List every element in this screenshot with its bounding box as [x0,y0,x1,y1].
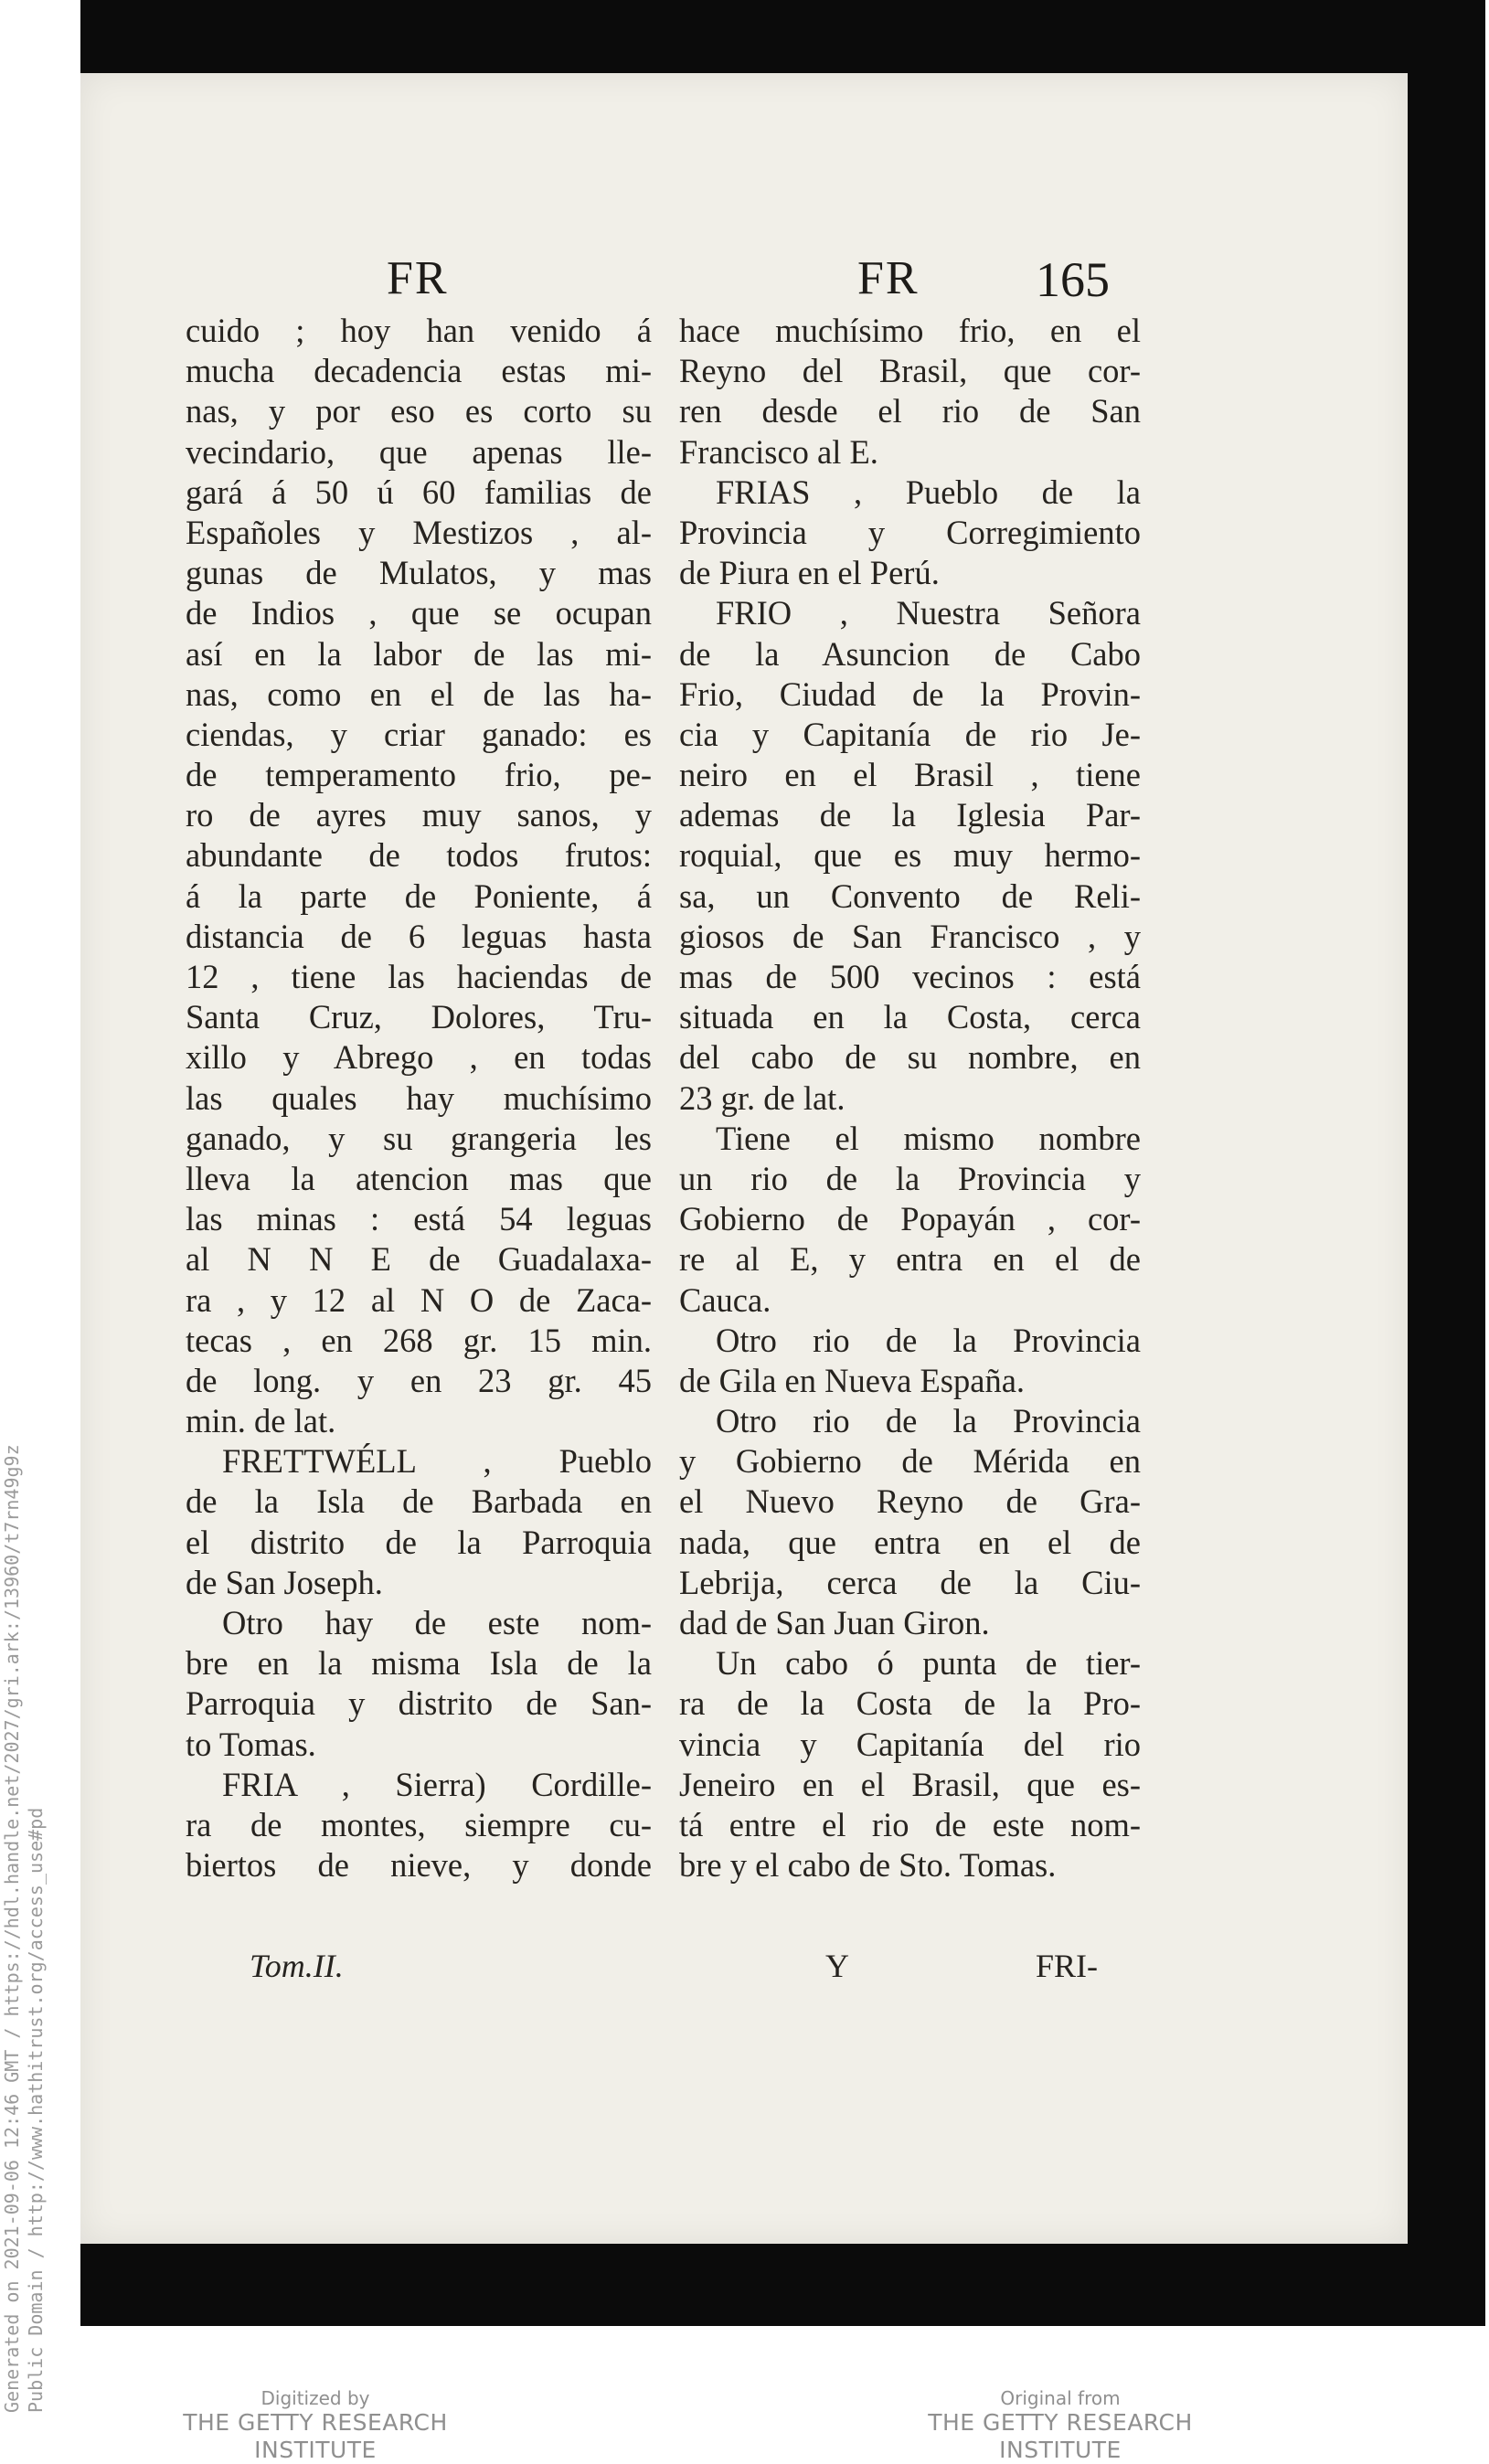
left-column-line: abundante de todos frutos: [186,836,652,875]
right-column-line: Reyno del Brasil, que cor- [679,352,1141,390]
right-column-line: re al E, y entra en el de [679,1240,1141,1279]
right-column-line: de Piura en el Perú. [679,554,940,592]
right-column-line: Frio, Ciudad de la Provin- [679,674,1141,713]
left-column-line: ra , y 12 al N O de Zaca- [186,1280,652,1319]
left-column-line: así en la labor de las mi- [186,634,652,673]
right-column-line: dad de San Juan Giron. [679,1604,990,1641]
right-column-line: Cauca. [679,1280,771,1319]
right-column-line: sa, un Convento de Reli- [679,876,1141,915]
left-column-line: de Indios , que se ocupan [186,594,652,632]
watermark-line-1: Generated on 2021-09-06 12:46 GMT / https://hdl.handle.net/2027/gri.ark:/13960/t7rn49g9z [1,1444,23,2413]
left-column-line: al N N E de Guadalaxa- [186,1240,652,1279]
right-column-line: hace muchísimo frio, en el [679,312,1141,349]
left-column-line: nas, y por eso es corto su [186,392,652,430]
right-column-line: del cabo de su nombre, en [679,1038,1141,1077]
left-column-line: gunas de Mulatos, y mas [186,554,652,592]
left-column-line: FRIA , Sierra) Cordille- [222,1765,652,1803]
left-column-line: tecas , en 268 gr. 15 min. [186,1321,652,1359]
left-column-line: min. de lat. [186,1402,336,1440]
left-column-line: Santa Cruz, Dolores, Tru- [186,998,652,1036]
right-column-line: mas de 500 vecinos : está [679,958,1141,995]
watermark-line-2: Public Domain / http://www.hathitrust.org/access_use#pd [25,1807,47,2413]
right-column-line: nada, que entra en el de [679,1523,1141,1561]
left-column-line: to Tomas. [186,1725,316,1763]
left-column-line: Españoles y Mestizos , al- [186,513,652,551]
original-from-label: Original from [1000,2387,1121,2409]
left-column-line: lleva la atencion mas que [186,1159,652,1197]
right-column-line: ren desde el rio de San [679,392,1141,430]
right-column-line: giosos de San Francisco , y [679,917,1141,955]
left-column-line: cuido ; hoy han venido á [186,312,652,349]
scan-frame [80,0,1485,2326]
right-column-line: Jeneiro en el Brasil, que es- [679,1765,1141,1803]
right-column-line: roquial, que es muy hermo- [679,836,1141,875]
signature-mark: Tom.II. [250,1948,344,1984]
right-column-line: ra de la Costa de la Pro- [679,1684,1141,1723]
right-column-line: situada en la Costa, cerca [679,998,1141,1036]
left-column-line: ro de ayres muy sanos, y [186,796,652,834]
left-column-line: de San Joseph. [186,1563,383,1601]
right-column-line: FRIAS , Pueblo de la [716,473,1141,511]
right-text-column [679,311,1141,1885]
right-column-line: ademas de la Iglesia Par- [679,796,1141,834]
right-column-line: FRIO , Nuestra Señora [716,594,1141,632]
right-column-line: Gobierno de Popayán , cor- [679,1200,1141,1238]
right-column-line: de Gila en Nueva España. [679,1361,1026,1399]
left-column-line: ra de montes, siempre cu- [186,1805,652,1843]
right-column-line: cia y Capitanía de rio Je- [679,715,1141,753]
left-column-line: gará á 50 ú 60 familias de [186,473,652,511]
left-column-line: ciendas, y criar ganado: es [186,715,652,753]
left-column-line: Otro hay de este nom- [222,1604,652,1641]
left-column-line: 12 , tiene las haciendas de [186,958,652,995]
left-column-line: las minas : está 54 leguas [186,1200,652,1238]
left-column-line: FRETTWÉLL , Pueblo [222,1442,652,1481]
left-column-line: Parroquia y distrito de San- [186,1684,652,1723]
left-column-line: á la parte de Poniente, á [186,876,652,915]
left-column-line: mucha decadencia estas mi- [186,352,652,390]
left-column-line: nas, como en el de las ha- [186,674,652,713]
right-column-line: Provincia y Corregimiento [679,513,1141,551]
right-column-line: Otro rio de la Provincia [716,1402,1141,1440]
right-column-line: Otro rio de la Provincia [716,1321,1141,1359]
catchword: FRI- [1036,1948,1099,1984]
left-text-column [186,311,652,1885]
left-column-line: las quales hay muchísimo [186,1078,652,1117]
left-column-line: vecindario, que apenas lle- [186,432,652,471]
right-column-line: neiro en el Brasil , tiene [679,756,1141,794]
book-page [80,73,1408,2244]
left-column-line: de la Isla de Barbada en [186,1482,652,1521]
left-column-line: biertos de nieve, y donde [186,1846,652,1885]
digitized-by-institution: THE GETTY RESEARCH INSTITUTE [183,2409,448,2463]
running-head-left: FR [387,252,449,304]
original-from-credit [868,2387,1252,2464]
left-column-line: xillo y Abrego , en todas [186,1038,652,1077]
right-column-line: Tiene el mismo nombre [716,1119,1141,1157]
digitized-by-credit [123,2387,507,2464]
digitized-by-label: Digitized by [261,2387,370,2409]
running-head-right: FR [857,252,920,304]
right-column-line: bre y el cabo de Sto. Tomas. [679,1846,1057,1885]
right-column-line: el Nuevo Reyno de Gra- [679,1482,1141,1521]
hathitrust-watermark [0,1444,48,2413]
right-column-line: de la Asuncion de Cabo [679,634,1141,673]
right-column-line: tá entre el rio de este nom- [679,1805,1141,1843]
right-column-line: 23 gr. de lat. [679,1078,846,1117]
right-column-line: vincia y Capitanía del rio [679,1725,1141,1763]
right-column-line: un rio de la Provincia y [679,1159,1141,1197]
left-column-line: ganado, y su grangeria les [186,1119,652,1157]
signature-letter: Y [825,1948,849,1984]
left-column-line: de long. y en 23 gr. 45 [186,1361,652,1399]
left-column-line: distancia de 6 leguas hasta [186,917,652,955]
right-column-line: Francisco al E. [679,432,878,471]
left-column-line: bre en la misma Isla de la [186,1644,652,1683]
right-column-line: Un cabo ó punta de tier- [716,1644,1141,1683]
page-number: 165 [1036,252,1110,307]
right-column-line: y Gobierno de Mérida en [679,1442,1141,1481]
left-column-line: de temperamento frio, pe- [186,756,652,794]
right-column-line: Lebrija, cerca de la Ciu- [679,1563,1141,1601]
original-from-institution: THE GETTY RESEARCH INSTITUTE [928,2409,1193,2463]
left-column-line: el distrito de la Parroquia [186,1523,652,1561]
